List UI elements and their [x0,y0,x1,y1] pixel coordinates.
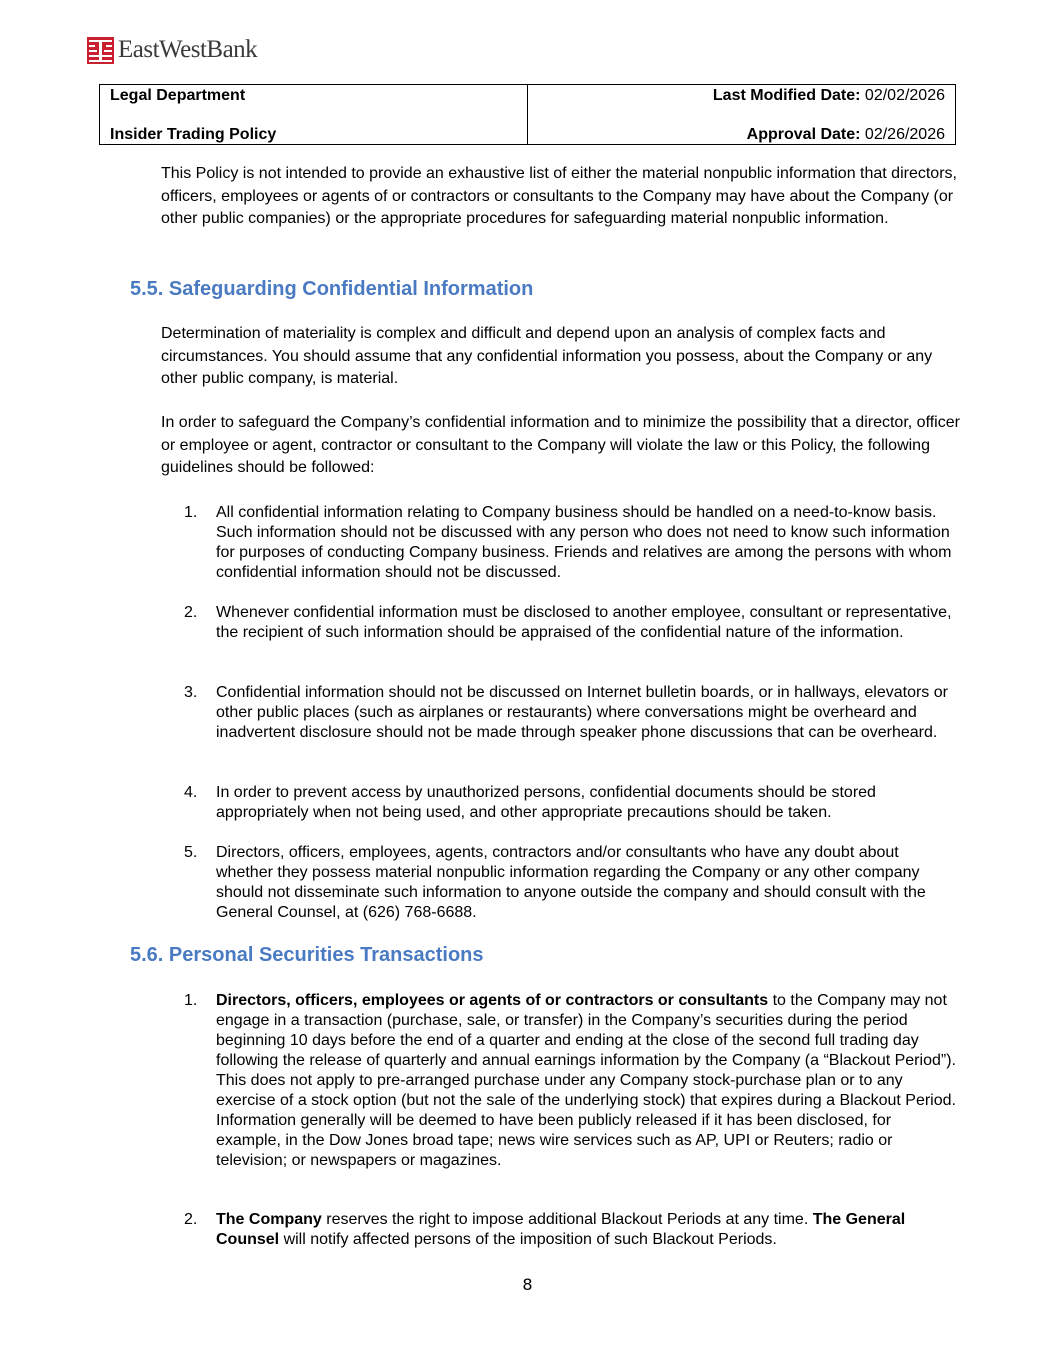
header-right-cell [528,85,955,144]
list-item-bold-lead: The Company [216,1211,322,1228]
list-item-text: All confidential information relating to Company business should be handled on a need-to-know basis. Such information should not be discussed with any person who does not need to know such information for purposes of conducting Company business. Friends and relatives are among the persons with whom confidential information should not be discussed. [216,504,952,581]
last-modified-value: 02/02/2026 [864,87,945,104]
last-modified-date [713,87,945,105]
department-name: Legal Department [110,87,246,104]
intro-paragraph: This Policy is not intended to provide an exhaustive list of either the material nonpublic information that directors, officers, employees or agents of or contractors or consultants to the Company may have about the Company (or other public companies) or the appropriate procedures for safeguarding material nonpublic information. [161,165,957,228]
list-item-text: Confidential information should not be discussed on Internet bulletin boards, or in hallways, elevators or other public places (such as airplanes or restaurants) where conversations might be overheard and inadvertent disclosure should not be made through speaker phone discussions that can be overheard. [216,684,948,741]
list-item-text: Whenever confidential information must be disclosed to another employee, consultant or representative, the recipient of such information should be appraised of the confidential nature of the information. [216,604,952,641]
list-item-number: 5. [184,844,198,861]
list-item-text [216,1210,958,1250]
list-item-bold-lead: Directors, officers, employees or agents of or contractors or consultants [216,992,769,1009]
list-item-body: reserves the right to impose additional Blackout Periods at any time. [321,1211,813,1228]
approval-label: Approval Date: [746,126,861,143]
list-item-number: 1. [184,992,198,1009]
approval-value: 02/26/2026 [864,126,945,143]
bank-logo-icon [87,37,114,64]
list-item-text: Directors, officers, employees, agents, contractors and/or consultants who have any doubt about whether they possess material nonpublic information regarding the Company or any other company should not disseminate such information to anyone outside the company and should consult with the General Counsel, at (626) 768-6688. [216,844,926,921]
list-item-body: to the Company may not engage in a transaction (purchase, sale, or transfer) in the Company’s securities during the period beginning 10 days before the end of a quarter and ending at the close of the second full trading day following the release of quarterly and annual earnings information by the Company (a “Blackout Period”). This does not apply to pre-arranged purchase under any Company stock-purchase plan or to any exercise of a stock option (but not the sale of the underlying stock) that expires during a Blackout Period. Information generally will be deemed to have been publicly released if it has been disclosed, for example, in the Dow Jones broad tape; news wire services such as AP, UPI or Reuters; radio or television; or newspapers or magazines. [216,992,956,1169]
materiality-paragraph: Determination of materiality is complex and difficult and depend upon an analysis of complex facts and circumstances. You should assume that any confidential information you possess, about the Company or any other public company, is material. [161,325,933,388]
last-modified-label: Last Modified Date: [712,87,861,104]
list-item-body-end: will notify affected persons of the imposition of such Blackout Periods. [279,1231,777,1248]
list-item-number: 2. [184,1211,198,1228]
section-heading-5-5: 5.5. Safeguarding Confidential Information [130,278,534,300]
guidelines-intro-paragraph: In order to safeguard the Company’s confidential information and to minimize the possibility that a director, officer or employee or agent, contractor or consultant to the Company will violate the law or this Policy, the following guidelines should be followed: [161,414,960,477]
list-item-number: 4. [184,784,198,801]
list-item-number: 2. [184,604,198,621]
bank-logo [87,36,257,64]
header-left-cell [100,85,528,144]
list-item-text [216,991,958,1171]
bank-name: EastWestBank [118,36,258,63]
list-item-number: 1. [184,504,198,521]
list-item-number: 3. [184,684,198,701]
page-number: 8 [522,1275,533,1294]
document-header-table [99,84,956,145]
list-item-text: In order to prevent access by unauthorized persons, confidential documents should be stored appropriately when not being used, and other appropriate precautions should be taken. [216,784,876,821]
approval-date [747,126,945,144]
list-item-bold-mid: The General Counsel [216,1211,906,1248]
section-heading-5-6: 5.6. Personal Securities Transactions [130,944,484,966]
policy-name: Insider Trading Policy [110,126,277,143]
